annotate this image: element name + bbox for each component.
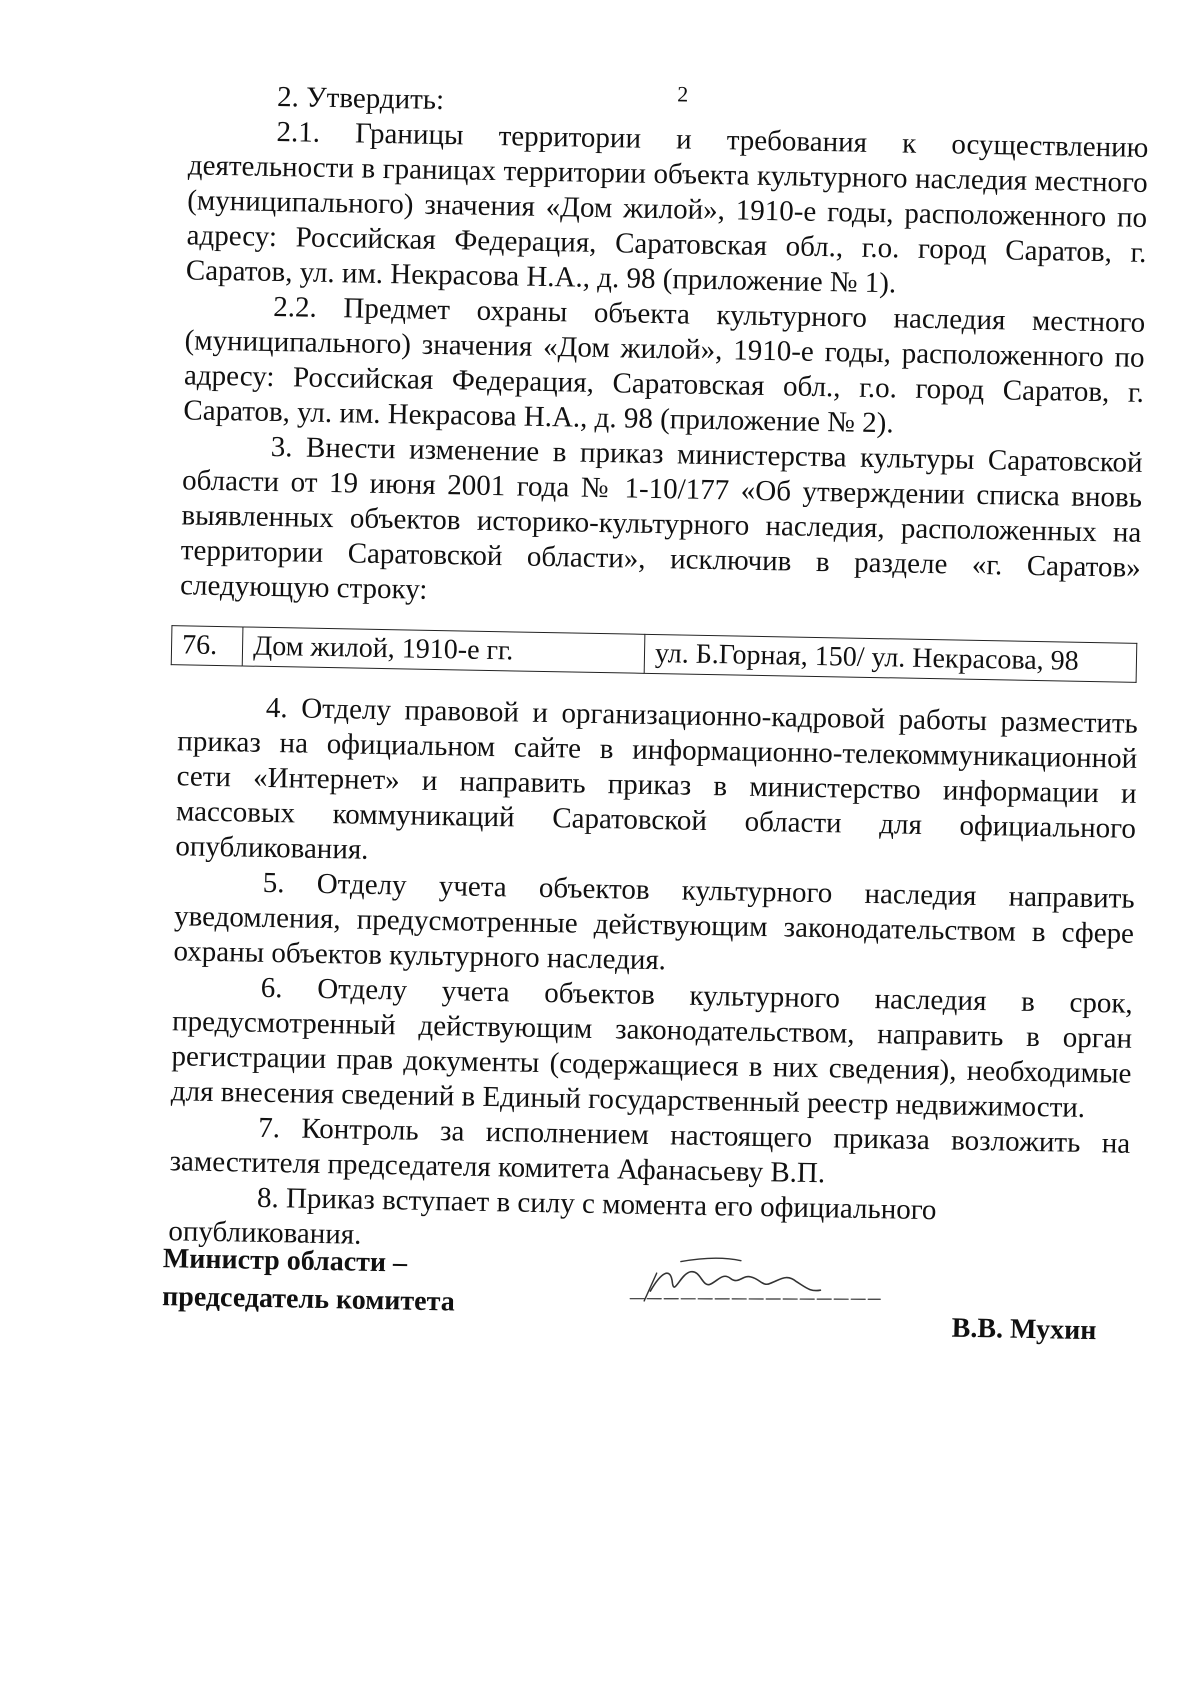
table-cell-address: ул. Б.Горная, 150/ ул. Некрасова, 98 (644, 634, 1137, 682)
page-number: 2 (677, 81, 689, 107)
objects-table-wrapper (171, 625, 1140, 683)
paragraph-2-1: 2.1. Границы территории и требования к осуществлению деятельности в границах территории объекта культурного наследия местного (муниципального) значения «Дом жилой», 1910-е годы, расположенного по адресу: Российская Федерация, Саратовская обл., г.о. город Саратов, г. Саратов, ул. им. Некрасова Н.А., д. 98 (приложение № 1). (185, 115, 1149, 300)
paragraph-2: 2. Утвердить: (276, 81, 445, 117)
paragraph-6: 6. Отделу учета объектов культурного наследия в срок, предусмотренный действующим законодательством, направить в орган регистрации прав документы (содержащиеся в них сведения), необходимые для внесения сведений в Единый государственный реестр недвижимости. (170, 971, 1133, 1124)
paragraph-3: 3. Внести изменение в приказ министерства культуры Саратовской области от 19 июня 2001 года № 1-10/177 «Об утверждении списка вновь выявленных объектов историко-культурного наследия, расположенных на территории Саратовской области», исключив в разделе «г. Саратов» следующую строку: (179, 430, 1143, 606)
paragraph-5: 5. Отделу учета объектов культурного наследия направить уведомления, предусмотренные действующим законодательством в сфере охраны объектов культурного наследия. (173, 866, 1135, 977)
paragraph-4: 4. Отделу правовой и организационно-кадровой работы разместить приказ на официальном сайте в информационно-телекоммуникационной сети «Интернет» и направить приказ в министерство информации и массовых коммуникаций Саратовской области для официального опубликования. (175, 691, 1139, 866)
document-body (168, 78, 1149, 1266)
objects-table (171, 625, 1138, 683)
signatory-title-line-1: Министр области – (162, 1243, 408, 1279)
paragraph-8: 8. Приказ вступает в силу с момента его официального опубликования. (168, 1181, 937, 1251)
table-cell-number: 76. (171, 626, 243, 666)
handwritten-signature (610, 1242, 891, 1317)
signatory-title-line-2: председатель комитета (161, 1281, 456, 1318)
signature-block (161, 1240, 1123, 1368)
paragraph-7: 7. Контроль за исполнением настоящего приказа возложить на заместителя председателя комитета Афанасьеву В.П. (169, 1111, 1131, 1190)
table-row (171, 626, 1137, 683)
signatory-name: В.В. Мухин (951, 1312, 1097, 1347)
paragraph-2-2: 2.2. Предмет охраны объекта культурного наследия местного (муниципального) значения «Дом жилой», 1910-е годы, расположенного по адресу: Российская Федерация, Саратовская обл., г.о. город Саратов, г. Саратов, ул. им. Некрасова Н.А., д. 98 (приложение № 2). (183, 290, 1146, 440)
table-cell-name: Дом жилой, 1910-е гг. (242, 627, 644, 673)
signatory-title (162, 1240, 456, 1321)
